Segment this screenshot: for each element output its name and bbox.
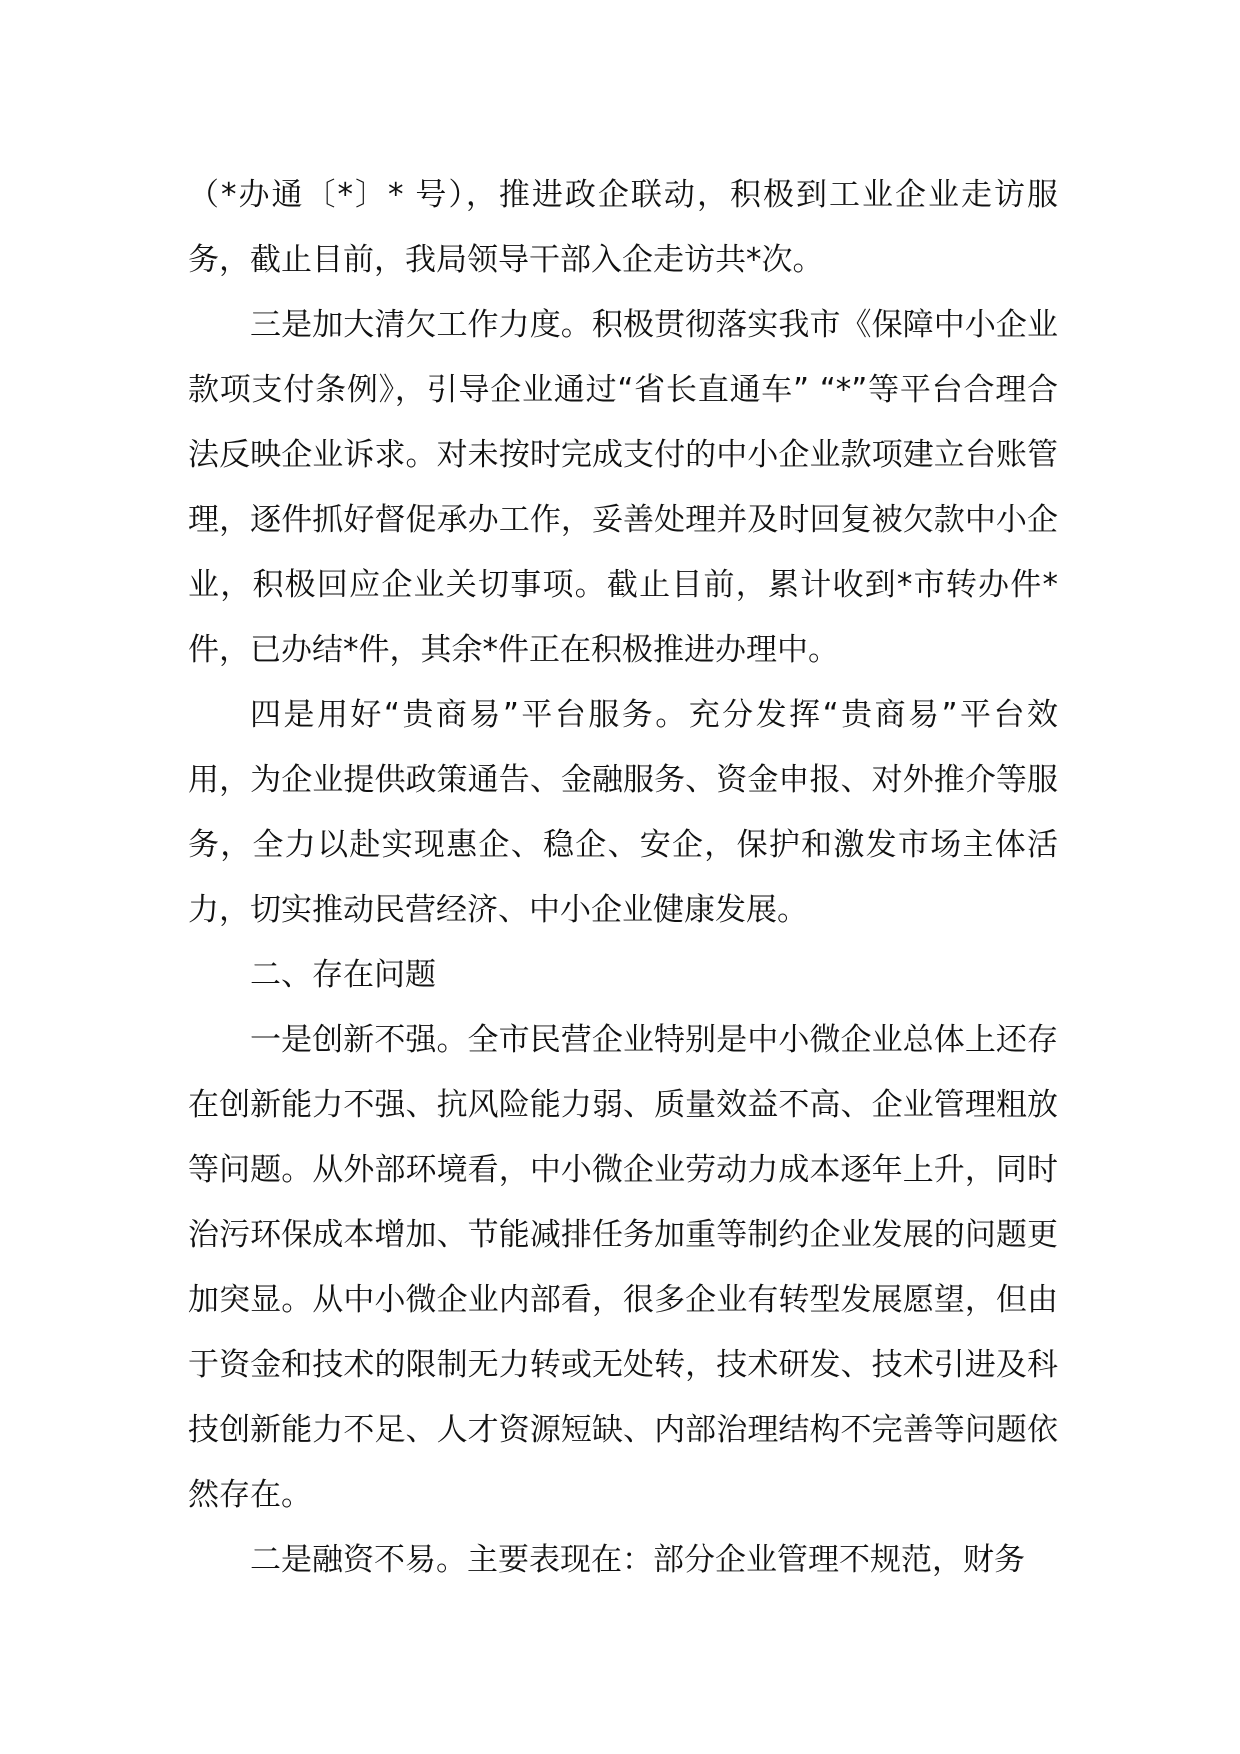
document-body: [188, 163, 1058, 1593]
paragraph-continuation: （*办通〔*〕* 号），推进政企联动，积极到工业企业走访服务，截止目前，我局领导干部入企走访共*次。: [188, 177, 1058, 278]
section-heading-existing-problems: 二、存在问题: [250, 957, 436, 993]
paragraph-guishangyi-platform: 四是用好“贵商易”平台服务。充分发挥“贵商易”平台效用，为企业提供政策通告、金融服务、资金申报、对外推介等服务，全力以赴实现惠企、稳企、安企，保护和激发市场主体活力，切实推动民营经济、中小企业健康发展。: [188, 697, 1058, 928]
paragraph-financing-difficulty: 二是融资不易。主要表现在：部分企业管理不规范，财务: [250, 1542, 1025, 1578]
paragraph-clearing-arrears: 三是加大清欠工作力度。积极贯彻落实我市《保障中小企业款项支付条例》，引导企业通过“省长直通车” “*”等平台合理合法反映企业诉求。对未按时完成支付的中小企业款项建立台账管理，逐件抓好督促承办工作，妥善处理并及时回复被欠款中小企业，积极回应企业关切事项。截止目前，累计收到*市转办件*件，已办结*件，其余*件正在积极推进办理中。: [188, 307, 1058, 668]
paragraph-weak-innovation: 一是创新不强。全市民营企业特别是中小微企业总体上还存在创新能力不强、抗风险能力弱、质量效益不高、企业管理粗放等问题。从外部环境看，中小微企业劳动力成本逐年上升，同时治污环保成本增加、节能减排任务加重等制约企业发展的问题更加突显。从中小微企业内部看，很多企业有转型发展愿望，但由于资金和技术的限制无力转或无处转，技术研发、技术引进及科技创新能力不足、人才资源短缺、内部治理结构不完善等问题依然存在。: [188, 1022, 1058, 1513]
